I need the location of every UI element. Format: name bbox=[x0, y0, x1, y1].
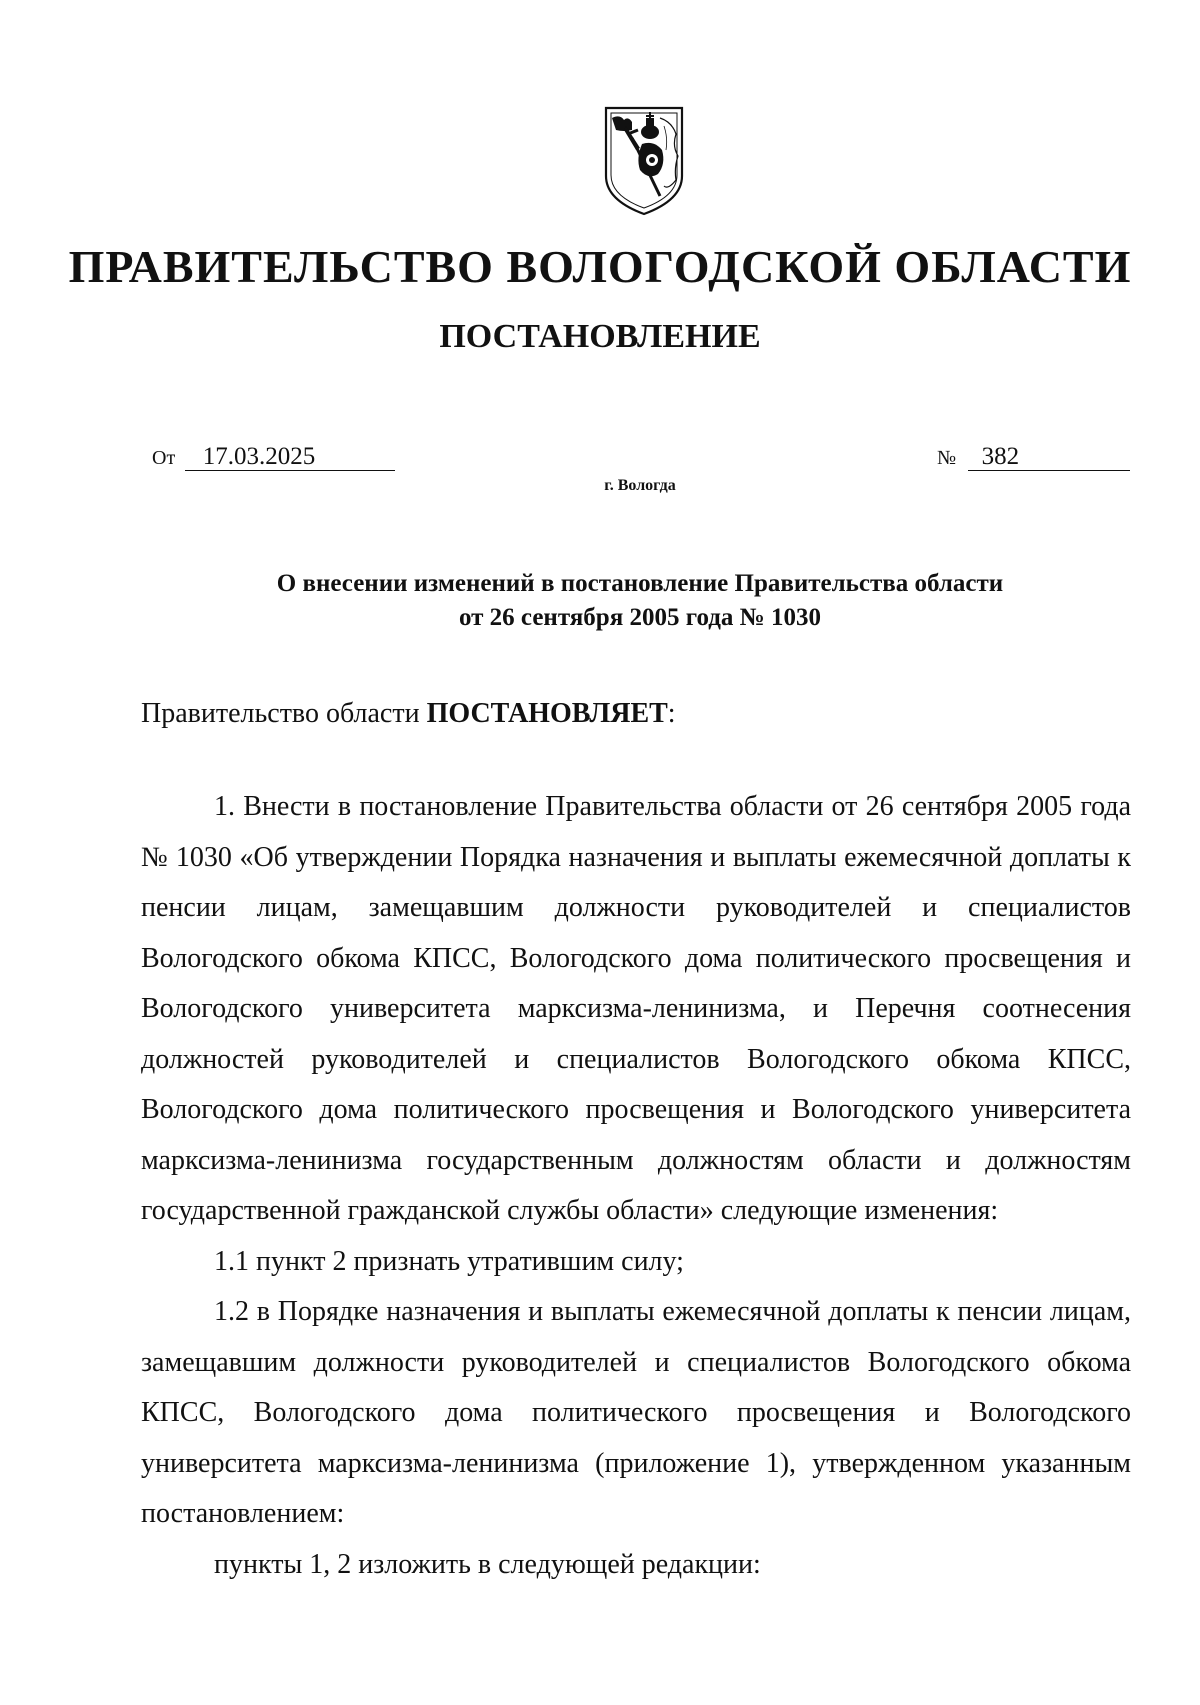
subject-line-2: от 26 сентября 2005 года № 1030 bbox=[458, 604, 822, 631]
city-label: г. Вологда bbox=[604, 477, 676, 494]
date-value: 17.03.2025 bbox=[185, 444, 395, 471]
body-paragraph: 1.2 в Порядке назначения и выплаты ежемесячной доплаты к пенсии лицам, замещавшим должности руководителей и специалистов Вологодского обкома КПСС, Вологодского дома политического просвещения и Вологодского университета марксизма-ленинизма (приложение 1), утвержденном указанным постановлением: bbox=[141, 1296, 1131, 1529]
date-prefix: От bbox=[152, 447, 176, 469]
number-field bbox=[937, 444, 1130, 471]
preamble-suffix: : bbox=[667, 698, 676, 729]
subject-line-1: О внесении изменений в постановление Правительства области bbox=[276, 570, 1004, 597]
number-value: 382 bbox=[968, 444, 1130, 471]
vologda-coat-of-arms-icon bbox=[602, 104, 686, 218]
body-paragraph: 1.1 пункт 2 признать утратившим силу; bbox=[214, 1245, 684, 1277]
body-paragraph: 1. Внести в постановление Правительства области от 26 сентября 2005 года № 1030 «Об утверждении Порядка назначения и выплаты ежемесячной доплаты к пенсии лицам, замещавшим должности руководителей и специалистов Вологодского обкома КПСС, Вологодского дома политического просвещения и Вологодского университета марксизма-ленинизма, и Перечня соотнесения должностей руководителей и специалистов Вологодского обкома КПСС, Вологодского дома политического просвещения и Вологодского университета марксизма-ленинизма государственным должностям области и должностям государственной гражданской службы области» следующие изменения: bbox=[141, 791, 1131, 1226]
preamble-emphasis: ПОСТАНОВЛЯЕТ bbox=[426, 698, 668, 729]
government-title: ПРАВИТЕЛЬСТВО ВОЛОГОДСКОЙ ОБЛАСТИ bbox=[68, 241, 1132, 292]
document-body bbox=[141, 782, 1131, 1590]
number-prefix: № bbox=[937, 447, 957, 469]
preamble bbox=[141, 698, 676, 730]
document-type-heading: ПОСТАНОВЛЕНИЕ bbox=[439, 318, 761, 355]
body-paragraph: пункты 1, 2 изложить в следующей редакции: bbox=[214, 1548, 761, 1580]
document-subject bbox=[0, 567, 1200, 635]
date-field bbox=[152, 444, 395, 471]
preamble-text: Правительство области bbox=[141, 698, 427, 729]
